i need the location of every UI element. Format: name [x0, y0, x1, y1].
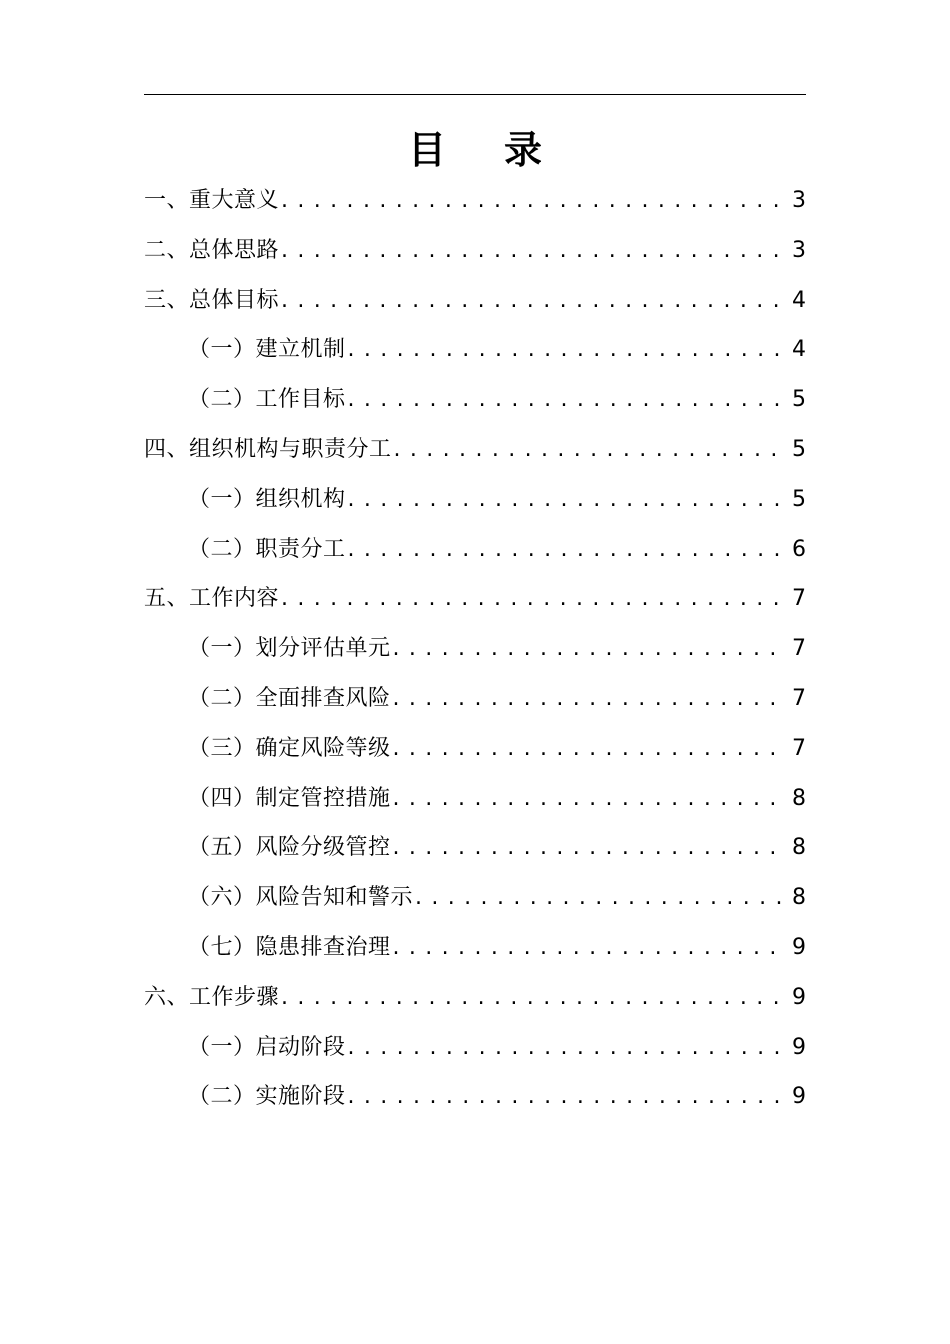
toc-dot-leader [393, 674, 788, 724]
toc-page-number: 9 [792, 934, 806, 960]
toc-page-number: 4 [792, 337, 806, 363]
toc-page-number: 9 [792, 1034, 806, 1060]
toc-dot-leader [393, 724, 788, 774]
toc-entry-label: （七）隐患排查治理 [188, 934, 391, 960]
toc-entry[interactable] [144, 226, 806, 276]
toc-entry-label: （二）工作目标 [188, 387, 346, 413]
toc-page-number: 4 [792, 287, 806, 313]
toc-list [144, 176, 806, 1122]
toc-page-number: 8 [792, 835, 806, 861]
toc-dot-leader [348, 1072, 788, 1122]
toc-page-number: 7 [792, 636, 806, 662]
toc-entry[interactable] [144, 873, 806, 923]
toc-dot-leader [348, 525, 788, 575]
toc-dot-leader [393, 823, 788, 873]
header-rule [144, 94, 806, 95]
toc-dot-leader [393, 774, 788, 824]
toc-page-number: 8 [792, 785, 806, 811]
toc-page-number: 6 [792, 536, 806, 562]
toc-entry[interactable] [144, 176, 806, 226]
toc-dot-leader [281, 574, 788, 624]
toc-entry[interactable] [144, 674, 806, 724]
page-title [0, 126, 950, 174]
toc-entry[interactable] [144, 1072, 806, 1122]
title-char-2: 录 [504, 128, 543, 172]
toc-entry-label: 一、重大意义 [144, 188, 280, 213]
toc-entry[interactable] [144, 973, 806, 1023]
toc-entry[interactable] [144, 574, 806, 624]
toc-entry[interactable] [144, 724, 806, 774]
toc-entry-label: （二）职责分工 [188, 536, 346, 562]
toc-dot-leader [348, 1023, 788, 1073]
toc-entry[interactable] [144, 823, 806, 873]
toc-dot-leader [394, 425, 788, 475]
toc-dot-leader [393, 624, 788, 674]
toc-page-number: 7 [792, 735, 806, 761]
toc-entry[interactable] [144, 325, 806, 375]
toc-entry-label: 四、组织机构与职责分工 [144, 436, 392, 462]
toc-entry-label: 三、总体目标 [144, 287, 280, 313]
toc-entry[interactable] [144, 375, 806, 425]
toc-entry[interactable] [144, 624, 806, 674]
toc-dot-leader [281, 973, 788, 1023]
toc-dot-leader [348, 325, 788, 375]
toc-page-number: 7 [792, 685, 806, 711]
toc-entry-label: （一）组织机构 [188, 486, 346, 512]
toc-entry[interactable] [144, 425, 806, 475]
toc-page-number: 5 [792, 436, 806, 462]
toc-entry[interactable] [144, 774, 806, 824]
toc-page-number: 9 [792, 1084, 806, 1110]
toc-entry[interactable] [144, 276, 806, 326]
toc-entry-label: （一）启动阶段 [188, 1034, 346, 1060]
toc-page-number: 5 [792, 387, 806, 413]
toc-entry[interactable] [144, 475, 806, 525]
toc-entry-label: （四）制定管控措施 [188, 785, 391, 811]
toc-entry[interactable] [144, 1023, 806, 1073]
toc-dot-leader [348, 375, 788, 425]
toc-page-number: 9 [792, 984, 806, 1010]
toc-dot-leader [393, 923, 788, 973]
toc-entry-label: （二）全面排查风险 [188, 685, 391, 711]
toc-entry-label: 五、工作内容 [144, 586, 280, 612]
toc-dot-leader [348, 475, 788, 525]
toc-page-number: 3 [792, 237, 806, 263]
toc-page-number: 8 [792, 885, 806, 911]
toc-page-number: 7 [792, 586, 806, 612]
toc-entry[interactable] [144, 923, 806, 973]
toc-dot-leader [281, 226, 788, 276]
toc-dot-leader [281, 176, 788, 226]
toc-entry-label: 二、总体思路 [144, 237, 280, 263]
toc-page-number: 3 [792, 188, 806, 213]
toc-entry-label: （一）划分评估单元 [188, 636, 391, 662]
toc-dot-leader [281, 276, 788, 326]
toc-page-number: 5 [792, 486, 806, 512]
toc-entry-label: （二）实施阶段 [188, 1084, 346, 1110]
toc-entry-label: （六）风险告知和警示 [188, 885, 414, 911]
toc-dot-leader [415, 873, 788, 923]
toc-entry-label: （五）风险分级管控 [188, 835, 391, 861]
toc-entry-label: 六、工作步骤 [144, 984, 280, 1010]
toc-entry-label: （一）建立机制 [188, 337, 346, 363]
toc-entry[interactable] [144, 525, 806, 575]
title-char-1: 目 [407, 128, 446, 172]
toc-entry-label: （三）确定风险等级 [188, 735, 391, 761]
